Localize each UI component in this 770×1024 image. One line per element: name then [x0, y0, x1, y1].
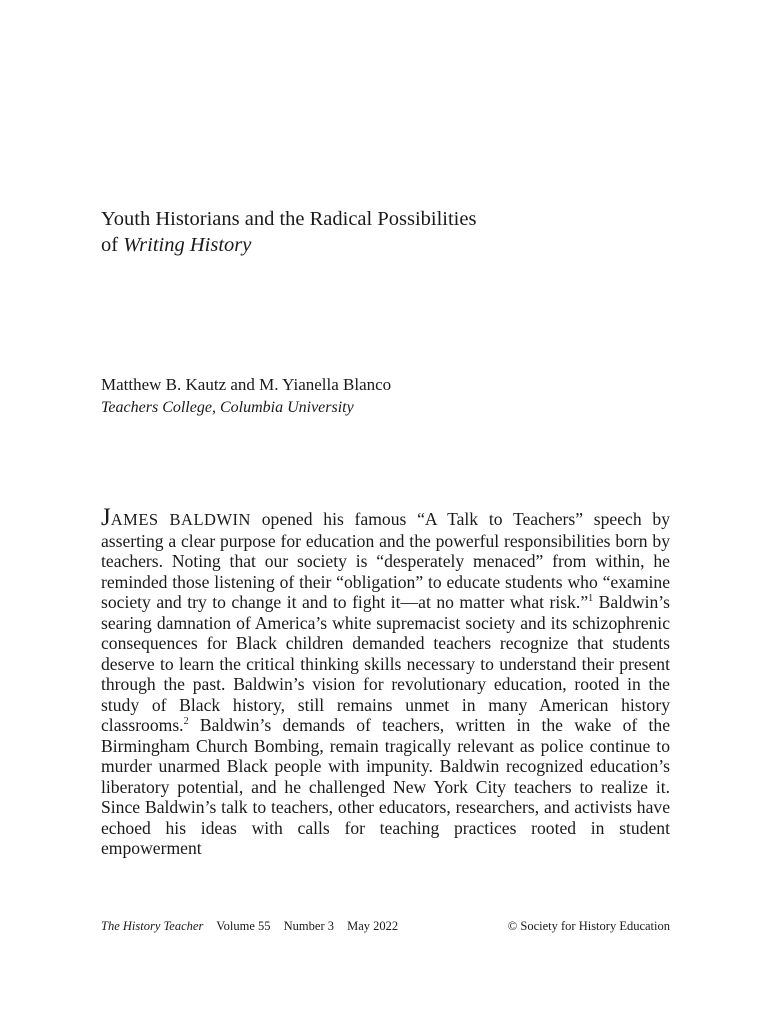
journal-name: The History Teacher — [101, 919, 204, 933]
copyright: © Society for History Education — [507, 919, 670, 933]
authors: Matthew B. Kautz and M. Yianella Blanco — [101, 375, 392, 394]
affiliation: Teachers College, Columbia University — [101, 399, 354, 416]
footer-citation — [101, 917, 408, 935]
issue-date: May 2022 — [347, 919, 399, 933]
title-line-1: Youth Historians and the Radical Possibilities — [101, 208, 477, 230]
footnote-ref-2[interactable]: 2 — [183, 716, 189, 728]
title-line-2-prefix: of — [101, 234, 124, 256]
body-text-1: opened his famous “A Talk to Teachers” speech by asserting a clear purpose for education and the powerful responsibilities born by teachers. Noting that our society is “desperately menaced” from within, he reminded those listening of their “obligation” to educate students who “examine society and try to change it and to fight it—at no matter what risk.” — [101, 509, 670, 612]
page-footer — [101, 917, 670, 935]
volume: Volume 55 — [216, 919, 271, 933]
lead-capital: J — [101, 504, 111, 531]
footnote-ref-1[interactable]: 1 — [588, 593, 594, 605]
body-text-3: Baldwin’s demands of teachers, written in the wake of the Birmingham Church Bombing, remain tragically relevant as police continue to murder unarmed Black people with impunity. Baldwin recognized education’s liberatory potential, and he challenged New York City teachers to realize it. Since Baldwin’s talk to teachers, other educators, researchers, and activists have echoed his ideas with calls for teaching practices rooted in student empowerment — [101, 715, 670, 858]
issue-number: Number 3 — [283, 919, 334, 933]
lead-small-caps: AMES BALDWIN — [110, 510, 251, 529]
body-paragraph — [101, 504, 671, 859]
article-title — [101, 206, 701, 258]
title-line-2-italic: Writing History — [123, 234, 252, 256]
body-text-2: Baldwin’s searing damnation of America’s white supremacist society and its schizophrenic consequences for Black children demanded teachers recognize that students deserve to learn the critical thinking skills necessary to understand their present through the past. Baldwin’s vision for revolutionary education, rooted in the study of Black history, still remains unmet in many American history classrooms. — [101, 592, 671, 735]
